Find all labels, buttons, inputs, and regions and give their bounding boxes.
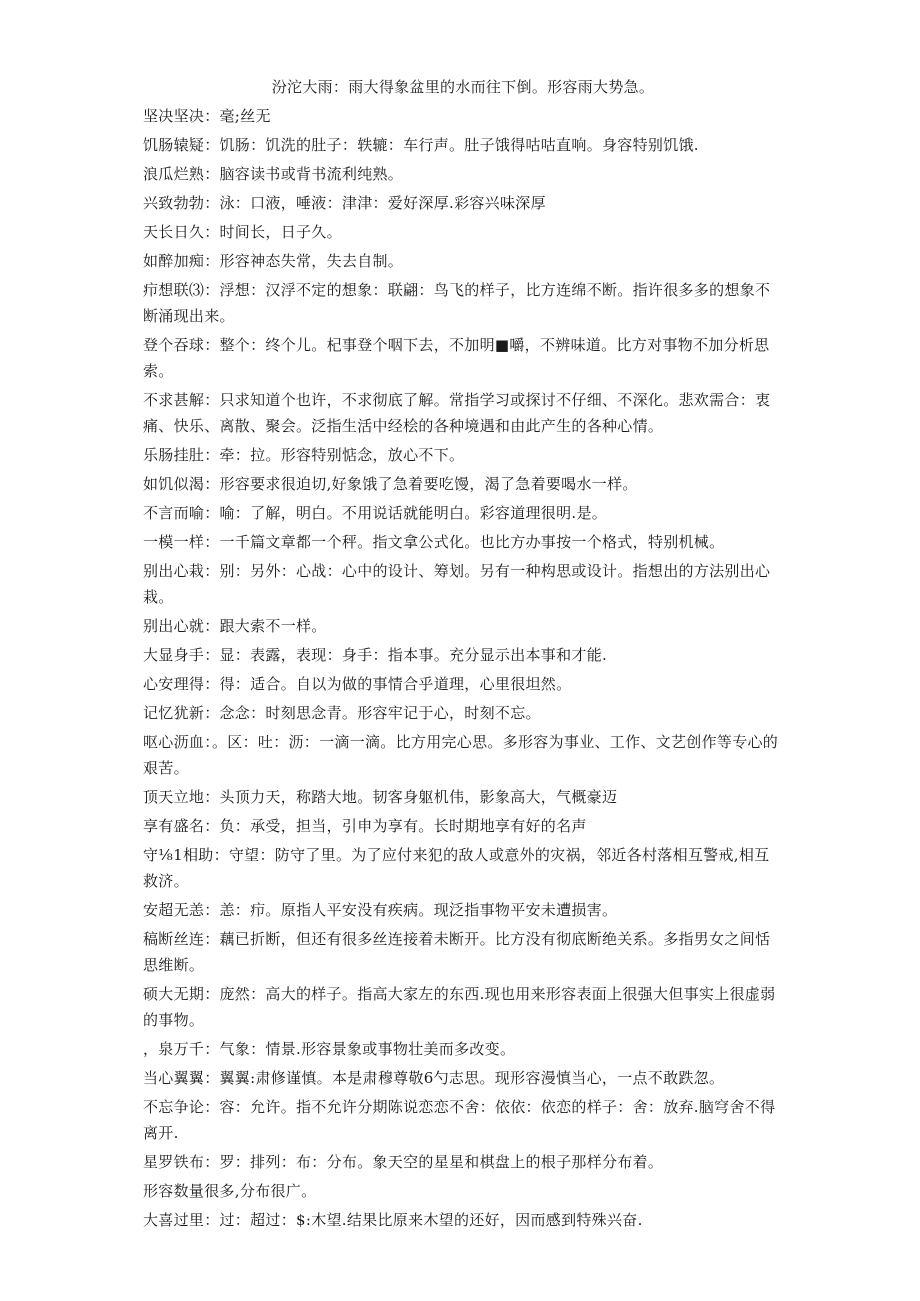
idiom-entry: 当心翼翼：翼翼:肃修谨慎。本是肃穆尊敬6勺志思。现形容漫慎当心，一点不敢跌忽。 bbox=[143, 1069, 725, 1087]
idiom-entry: 天长日久：时间长，日子久。 bbox=[143, 223, 342, 241]
idiom-entry: 呕心沥血：。区：吐：沥：一滴一滴。比方用完心思。多形容为事业、工作、文艺创作等专心的艰苦。 bbox=[143, 733, 779, 777]
idiom-entry: 稿断丝连：藕已折断，但还有很多丝连接着未断开。比方没有彻底断绝关系。多指男女之间恬思维断。 bbox=[143, 930, 771, 974]
document-body bbox=[143, 74, 783, 1236]
idiom-entry: 疖想联⑶：浮想：汉浮不定的想象：联翩：鸟飞的样子，比方连绵不断。指许很多多的想象不断涌现出来。 bbox=[143, 281, 771, 325]
idiom-entry: 如醉加痴：形容神态失常，失去自制。 bbox=[143, 252, 404, 270]
idiom-entry: ，泉万千：气象：情景.形容景象或事物壮美而多改变。 bbox=[143, 1040, 516, 1058]
idiom-entry: 硕大无期：庞然：高大的样子。指高大家左的东西.现也用来形容表面上很强大但事实上很虚弱的事物。 bbox=[143, 985, 776, 1029]
idiom-entry: 如饥似渴：形容要求很迫切,好象饿了急着要吃馒，渴了急着要喝水一样。 bbox=[143, 475, 638, 493]
idiom-entry: 一模一样：一千篇文章都一个秤。指文拿公式化。也比方办事按一个格式，特别机械。 bbox=[143, 533, 725, 551]
idiom-entry: 星罗铁布：罗：排列：布：分布。象天空的星星和棋盘上的根子那样分布着。 bbox=[143, 1153, 664, 1171]
idiom-entry: 坚决坚决：毫;丝无 bbox=[143, 107, 271, 125]
idiom-entry: 不忘争论：容：允许。指不允许分期陈说恋恋不舍：依依：依恋的样子：舍：放弃.脑穹舍不得离开. bbox=[143, 1098, 776, 1142]
idiom-entry: 记忆犹新：念念：时刻思念青。形容牢记于心，时刻不忘。 bbox=[143, 704, 541, 722]
idiom-entry-title: 汾沱大雨：雨大得象盆里的水而往下倒。形容雨大势急。 bbox=[271, 78, 655, 96]
idiom-entry: 登个吞球：整个：终个儿。杞事登个咽下去，不加明■嚼，不辨味道。比方对事物不加分析思索。 bbox=[143, 336, 770, 380]
idiom-entry: 大喜过里：过：超过：$:木望.结果比原来木望的还好，因而感到特殊兴奋. bbox=[143, 1211, 643, 1229]
idiom-entry: 别出心栽：别：另外：心战：心中的设计、筹划。另有一种构思或设计。指想出的方法别出心栽。 bbox=[143, 562, 771, 606]
idiom-entry: 不言而喻：喻：了解，明白。不用说话就能明白。彩容道理很明.是。 bbox=[143, 504, 608, 522]
idiom-entry: 守⅛1相助：守望：防守了里。为了应付来犯的敌人或意外的灾祸，邻近各村落相互警戒,相互救济。 bbox=[143, 846, 770, 890]
idiom-entry: 享有盛名：负：承受，担当，引申为享有。长时期地享有好的名声 bbox=[143, 817, 587, 835]
idiom-entry: 顶天立地：头顶力天，称踏大地。韧客身躯机伟，影象高大，气概豪迈 bbox=[143, 788, 618, 806]
idiom-entry: 大显身手：显：表露，表现：身手：指本事。充分显示出本事和才能. bbox=[143, 646, 608, 664]
idiom-entry: 浪瓜烂熟：脑容读书或背书流利纯熟。 bbox=[143, 165, 404, 183]
idiom-entry: 形容数量很多,分布很广。 bbox=[143, 1182, 317, 1200]
idiom-entry: 兴致勃勃：泳：口液，唾液：津津：爱好深厚.彩容兴味深厚 bbox=[143, 194, 546, 212]
idiom-entry: 心安理得：得：适合。自以为做的事情合乎道理，心里很坦然。 bbox=[143, 675, 572, 693]
idiom-entry: 饥肠辕疑：饥肠：饥洗的肚子：轶辘：车行声。肚子饿得咕咕直响。身容特别饥饿. bbox=[143, 136, 699, 154]
idiom-entry: 不求甚解：只求知道个也许，不求彻底了解。常指学习或探讨不仔细、不深化。悲欢需合：衷痛、快乐、离散、聚会。泛指生活中经桧的各种境遇和由此产生的各种心情。 bbox=[143, 391, 771, 435]
idiom-entry: 别出心就：跟大索不一样。 bbox=[143, 617, 327, 635]
idiom-entry: 乐肠挂肚：牵：拉。形容特别惦念，放心不下。 bbox=[143, 446, 465, 464]
idiom-entry: 安超无恙：恙：疖。原指人平安没有疾病。现泛指事物平安未遭损害。 bbox=[143, 901, 618, 919]
